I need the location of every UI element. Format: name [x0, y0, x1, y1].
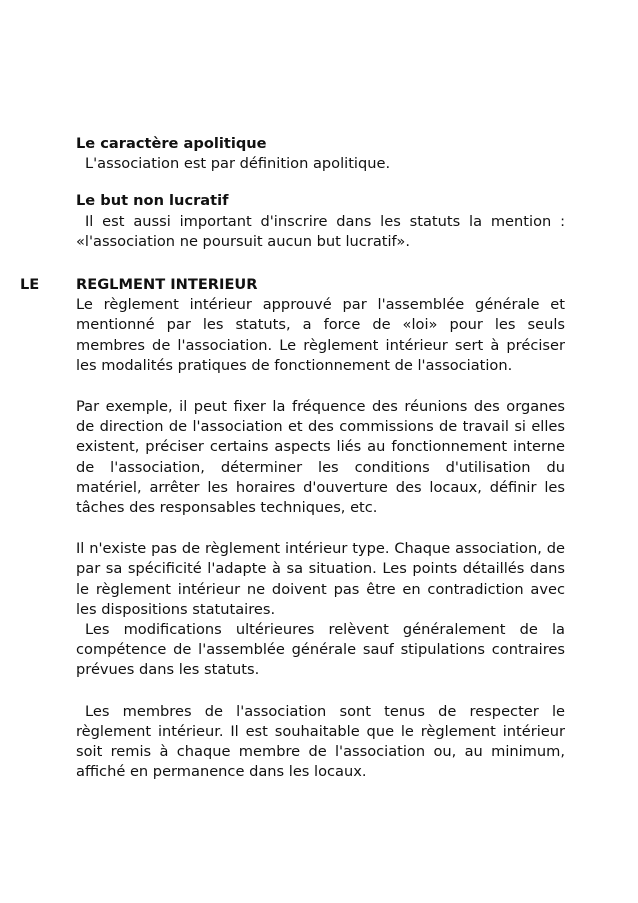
spacer [76, 252, 565, 275]
heading-apolitique: Le caractère apolitique [76, 135, 267, 152]
paragraph-reglement-4: Les modifications ultérieures relèvent généralement de la compétence de l'assemblée générale sauf stipulations contraires prévues dans les statuts. [76, 621, 565, 679]
heading-non-lucratif: Le but non lucratif [76, 192, 229, 210]
heading-prefix: LE [20, 276, 40, 294]
spacer [76, 681, 565, 702]
paragraph-non-lucratif: Il est aussi important d'inscrire dans les statuts la mention : «l'association ne poursuit aucun but lucratif». [76, 212, 565, 250]
paragraph-reglement-2: Par exemple, il peut fixer la fréquence des réunions des organes de direction de l'association et des commissions de travail si elles existent, préciser certains aspects liés au fonctionnement interne de l'association, déterminer les conditions d'utilisation du matériel, arrêter les horaires d'ouverture des locaux, définir les tâches des responsables techniques, etc. [76, 398, 565, 517]
paragraph-reglement-1: Le règlement intérieur approuvé par l'assemblée générale et mentionné par les statuts, a force de «loi» pour les seuls membres de l'association. Le règlement intérieur sert à préciser les modalités pratiques de fonctionnement de l'association. [76, 296, 565, 374]
heading-reglement-interieur [20, 275, 565, 295]
spacer [76, 376, 565, 397]
heading-text: REGLMENT INTERIEUR [76, 276, 258, 294]
spacer [76, 518, 565, 539]
paragraph-reglement-5: Les membres de l'association sont tenus de respecter le règlement intérieur. Il est souhaitable que le règlement intérieur soit remis à chaque membre de l'association ou, au minimum, affiché en permanence dans les locaux. [76, 702, 565, 781]
document-body [20, 134, 565, 782]
spacer [76, 174, 565, 191]
paragraph-reglement-3: Il n'existe pas de règlement intérieur type. Chaque association, de par sa spécificité l'adapte à sa situation. Les points détaillés dans le règlement intérieur ne doivent pas être en contradiction avec les dispositions statutaires. [76, 540, 565, 618]
paragraph-apolitique: L'association est par définition apolitique. [85, 155, 391, 173]
